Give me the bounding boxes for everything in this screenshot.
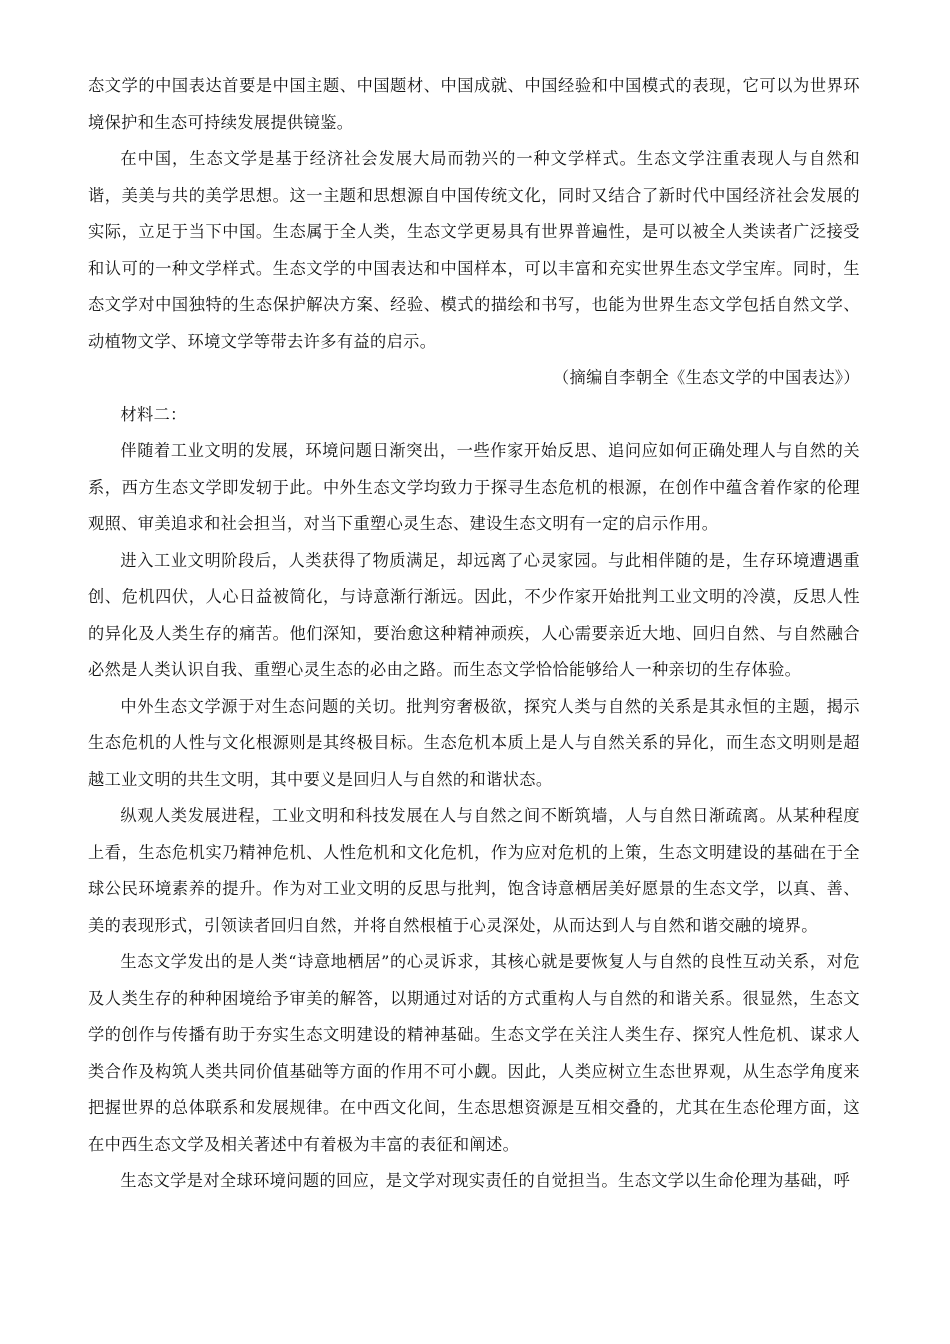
document-page — [88, 68, 860, 1200]
paragraph: 在中国，生态文学是基于经济社会发展大局而勃兴的一种文学样式。生态文学注重表现人与自然和谐，美美与共的美学思想。这一主题和思想源自中国传统文化，同时又结合了新时代中国经济社会发展的实际，立足于当下中国。生态属于全人类，生态文学更易具有世界普遍性，是可以被全人类读者广泛接受和认可的一种文学样式。生态文学的中国表达和中国样本，可以丰富和充实世界生态文学宝库。同时，生态文学对中国独特的生态保护解决方案、经验、模式的描绘和书写，也能为世界生态文学包括自然文学、动植物文学、环境文学等带去许多有益的启示。 — [88, 149, 860, 351]
paragraph: 伴随着工业文明的发展，环境问题日渐突出，一些作家开始反思、追问应如何正确处理人与自然的关系，西方生态文学即发轫于此。中外生态文学均致力于探寻生态危机的根源，在创作中蕴含着作家的伦理观照、审美追求和社会担当，对当下重塑心灵生态、建设生态文明有一定的启示作用。 — [88, 441, 860, 533]
paragraph-continued: 态文学的中国表达首要是中国主题、中国题材、中国成就、中国经验和中国模式的表现，它可以为世界环境保护和生态可持续发展提供镜鉴。 — [88, 76, 860, 132]
source-citation: （摘编自李朝全《生态文学的中国表达》） — [552, 368, 860, 387]
paragraph: 生态文学发出的是人类“诗意地栖居”的心灵诉求，其核心就是要恢复人与自然的良性互动关系，对危及人类生存的种种困境给予审美的解答，以期通过对话的方式重构人与自然的和谐关系。很显然，生态文学的创作与传播有助于夯实生态文明建设的精神基础。生态文学在关注人类生存、探究人性危机、谋求人类合作及构筑人类共同价值基础等方面的作用不可小觑。因此，人类应树立生态世界观，从生态学角度来把握世界的总体联系和发展规律。在中西文化间，生态思想资源是互相交叠的，尤其在生态伦理方面，这在中西生态文学及相关著述中有着极为丰富的表征和阐述。 — [88, 952, 860, 1154]
paragraph-truncated: 生态文学是对全球环境问题的回应，是文学对现实责任的自觉担当。生态文学以生命伦理为基础，呼 — [120, 1171, 851, 1190]
material-label: 材料二： — [120, 404, 187, 424]
paragraph: 纵观人类发展进程，工业文明和科技发展在人与自然之间不断筑墙，人与自然日渐疏离。从某种程度上看，生态危机实乃精神危机、人性危机和文化危机，作为应对危机的上策，生态文明建设的基础在于全球公民环境素养的提升。作为对工业文明的反思与批判，饱含诗意栖居美好愿景的生态文学，以真、善、美的表现形式，引领读者回归自然，并将自然根植于心灵深处，从而达到人与自然和谐交融的境界。 — [88, 806, 860, 935]
paragraph: 进入工业文明阶段后，人类获得了物质满足，却远离了心灵家园。与此相伴随的是，生存环境遭遇重创、危机四伏，人心日益被简化，与诗意渐行渐远。因此，不少作家开始批判工业文明的冷漠，反思人性的异化及人类生存的痛苦。他们深知，要治愈这种精神顽疾，人心需要亲近大地、回归自然、与自然融合必然是人类认识自我、重塑心灵生态的必由之路。而生态文学恰恰能够给人一种亲切的生存体验。 — [88, 550, 860, 679]
paragraph: 中外生态文学源于对生态问题的关切。批判穷奢极欲，探究人类与自然的关系是其永恒的主题，揭示生态危机的人性与文化根源则是其终极目标。生态危机本质上是人与自然关系的异化，而生态文明则是超越工业文明的共生文明，其中要义是回归人与自然的和谐状态。 — [88, 696, 860, 789]
